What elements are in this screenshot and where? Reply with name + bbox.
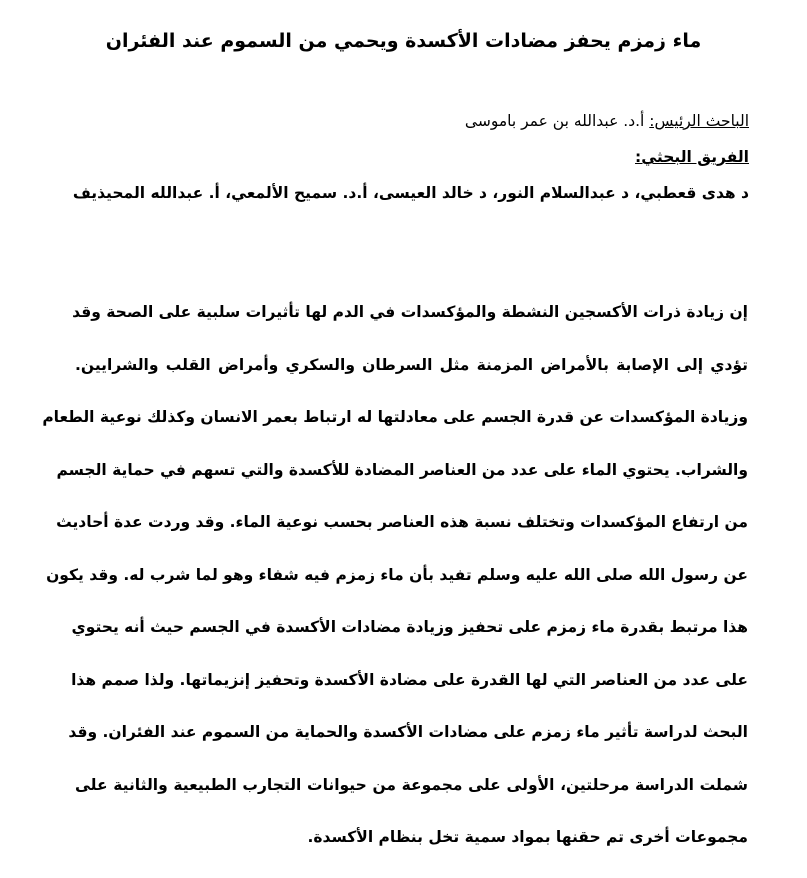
abstract-line: وزيادة المؤكسدات عن قدرة الجسم على معادلتها له ارتباط بعمر الانسان وكذلك نوعية الطعام bbox=[42, 408, 748, 426]
abstract-line: على عدد من العناصر التي لها القدرة على مضادة الأكسدة وتحفيز إنزيماتها. ولذا صمم هذا bbox=[71, 670, 748, 689]
lead-researcher bbox=[465, 108, 749, 134]
lead-researcher-name: أ.د. عبدالله بن عمر باموسى bbox=[464, 112, 645, 130]
document-title: ماء زمزم يحفز مضادات الأكسدة ويحمي من السموم عند الفئران bbox=[105, 30, 702, 52]
research-team-members: د هدى قعطبي، د عبدالسلام النور، د خالد العيسى، أ.د. سميح الألمعي، أ. عبدالله المحيذيف bbox=[72, 184, 749, 202]
research-team-heading bbox=[635, 144, 749, 170]
abstract-line: إن زيادة ذرات الأكسجين النشطة والمؤكسدات في الدم لها تأثيرات سلبية على الصحة وقد bbox=[72, 303, 748, 321]
abstract-line: والشراب. يحتوي الماء على عدد من العناصر المضادة للأكسدة والتي تسهم في حماية الجسم bbox=[56, 460, 748, 479]
abstract-line: هذا مرتبط بقدرة ماء زمزم على تحفيز وزيادة مضادات الأكسدة في الجسم حيث أنه يحتوي bbox=[71, 618, 748, 636]
abstract-paragraph bbox=[42, 300, 748, 878]
abstract-line: عن رسول الله صلى الله عليه وسلم تفيد بأن ماء زمزم فيه شفاء وهو لما شرب له. وقد يكون bbox=[46, 565, 748, 584]
abstract-line: تؤدي إلى الإصابة بالأمراض المزمنة مثل السرطان والسكري وأمراض القلب والشرايين. bbox=[75, 355, 748, 374]
research-team-label: الفريق البحثي: bbox=[635, 148, 749, 166]
abstract-line: شملت الدراسة مرحلتين، الأولى على مجموعة من حيوانات التجارب الطبيعية والثانية على bbox=[75, 775, 748, 794]
lead-researcher-label: الباحث الرئيس: bbox=[649, 112, 749, 130]
abstract-line: البحث لدراسة تأثير ماء زمزم على مضادات الأكسدة والحماية من السموم عند الفئران. وقد bbox=[68, 723, 748, 741]
abstract-line: من ارتفاع المؤكسدات وتختلف نسبة هذه العناصر بحسب نوعية الماء. وقد وردت عدة أحاديث bbox=[56, 513, 748, 531]
abstract-line: مجموعات أخرى تم حقنها بمواد سمية تخل بنظام الأكسدة. bbox=[307, 828, 748, 846]
